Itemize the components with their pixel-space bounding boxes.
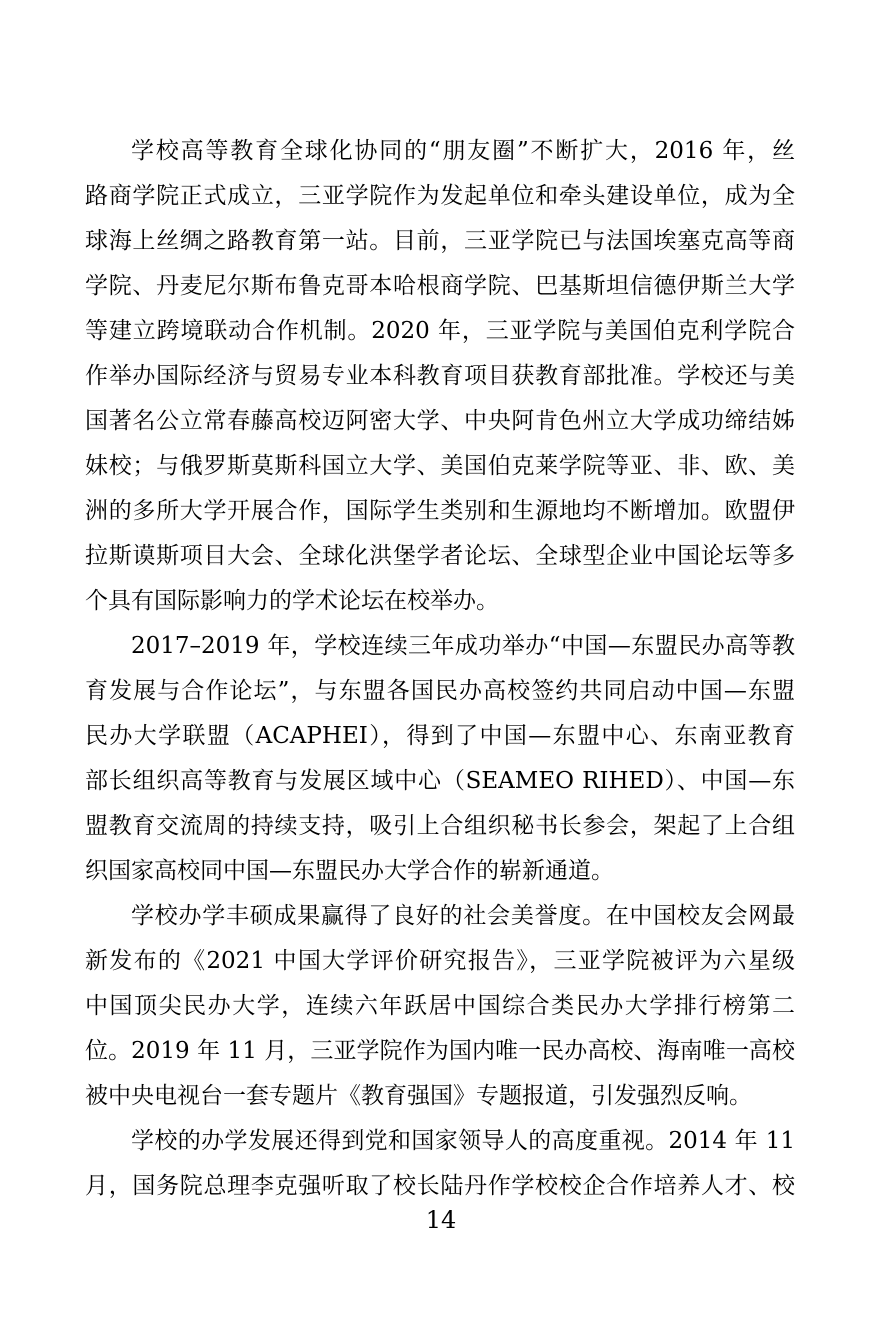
text-line: 学校的办学发展还得到党和国家领导人的高度重视。2014 年 11	[131, 1128, 795, 1154]
text-line: 学院、丹麦尼尔斯布鲁克哥本哈根商学院、巴基斯坦信德伊斯兰大学	[85, 273, 795, 299]
text-line: 国著名公立常春藤高校迈阿密大学、中央阿肯色州立大学成功缔结姊	[85, 408, 795, 434]
text-line: 部长组织高等教育与发展区域中心（SEAMEO RIHED）、中国—东	[85, 768, 795, 794]
text-line: 球海上丝绸之路教育第一站。目前，三亚学院已与法国埃塞克高等商	[85, 228, 795, 254]
text-line: 位。2019 年 11 月，三亚学院作为国内唯一民办高校、海南唯一高校	[85, 1038, 795, 1064]
paragraph	[85, 894, 795, 1119]
text-line: 新发布的《2021 中国大学评价研究报告》，三亚学院被评为六星级	[85, 948, 795, 974]
text-line: 作举办国际经济与贸易专业本科教育项目获教育部批准。学校还与美	[85, 363, 795, 389]
paragraphs-container	[85, 129, 795, 1209]
text-line: 月，国务院总理李克强听取了校长陆丹作学校校企合作培养人才、校	[85, 1173, 795, 1199]
text-line: 等建立跨境联动合作机制。2020 年，三亚学院与美国伯克利学院合	[85, 318, 795, 344]
paragraph	[85, 624, 795, 894]
paragraph	[85, 1119, 795, 1209]
text-line: 妹校；与俄罗斯莫斯科国立大学、美国伯克莱学院等亚、非、欧、美	[85, 453, 795, 479]
text-line: 洲的多所大学开展合作，国际学生类别和生源地均不断增加。欧盟伊	[85, 498, 795, 524]
text-line: 2017–2019 年，学校连续三年成功举办“中国—东盟民办高等教	[131, 633, 795, 659]
text-line: 学校高等教育全球化协同的“朋友圈”不断扩大，2016 年，丝	[131, 138, 795, 164]
paragraph	[85, 129, 795, 624]
text-line: 被中央电视台一套专题片《教育强国》专题报道，引发强烈反响。	[85, 1083, 752, 1109]
text-line: 拉斯谟斯项目大会、全球化洪堡学者论坛、全球型企业中国论坛等多	[85, 543, 795, 569]
text-line: 育发展与合作论坛”，与东盟各国民办高校签约共同启动中国—东盟	[85, 678, 795, 704]
text-line: 中国顶尖民办大学，连续六年跃居中国综合类民办大学排行榜第二	[85, 993, 795, 1019]
text-line: 民办大学联盟（ACAPHEI），得到了中国—东盟中心、东南亚教育	[85, 723, 795, 749]
text-line: 盟教育交流周的持续支持，吸引上合组织秘书长参会，架起了上合组	[85, 813, 795, 839]
text-line: 路商学院正式成立，三亚学院作为发起单位和牵头建设单位，成为全	[85, 183, 795, 209]
page-number: 14	[425, 1206, 457, 1234]
document-body	[85, 129, 795, 1209]
text-line: 学校办学丰硕成果赢得了良好的社会美誉度。在中国校友会网最	[131, 903, 795, 929]
page-footer	[0, 1202, 882, 1238]
text-line: 个具有国际影响力的学术论坛在校举办。	[85, 588, 499, 614]
text-line: 织国家高校同中国—东盟民办大学合作的崭新通道。	[85, 858, 614, 884]
